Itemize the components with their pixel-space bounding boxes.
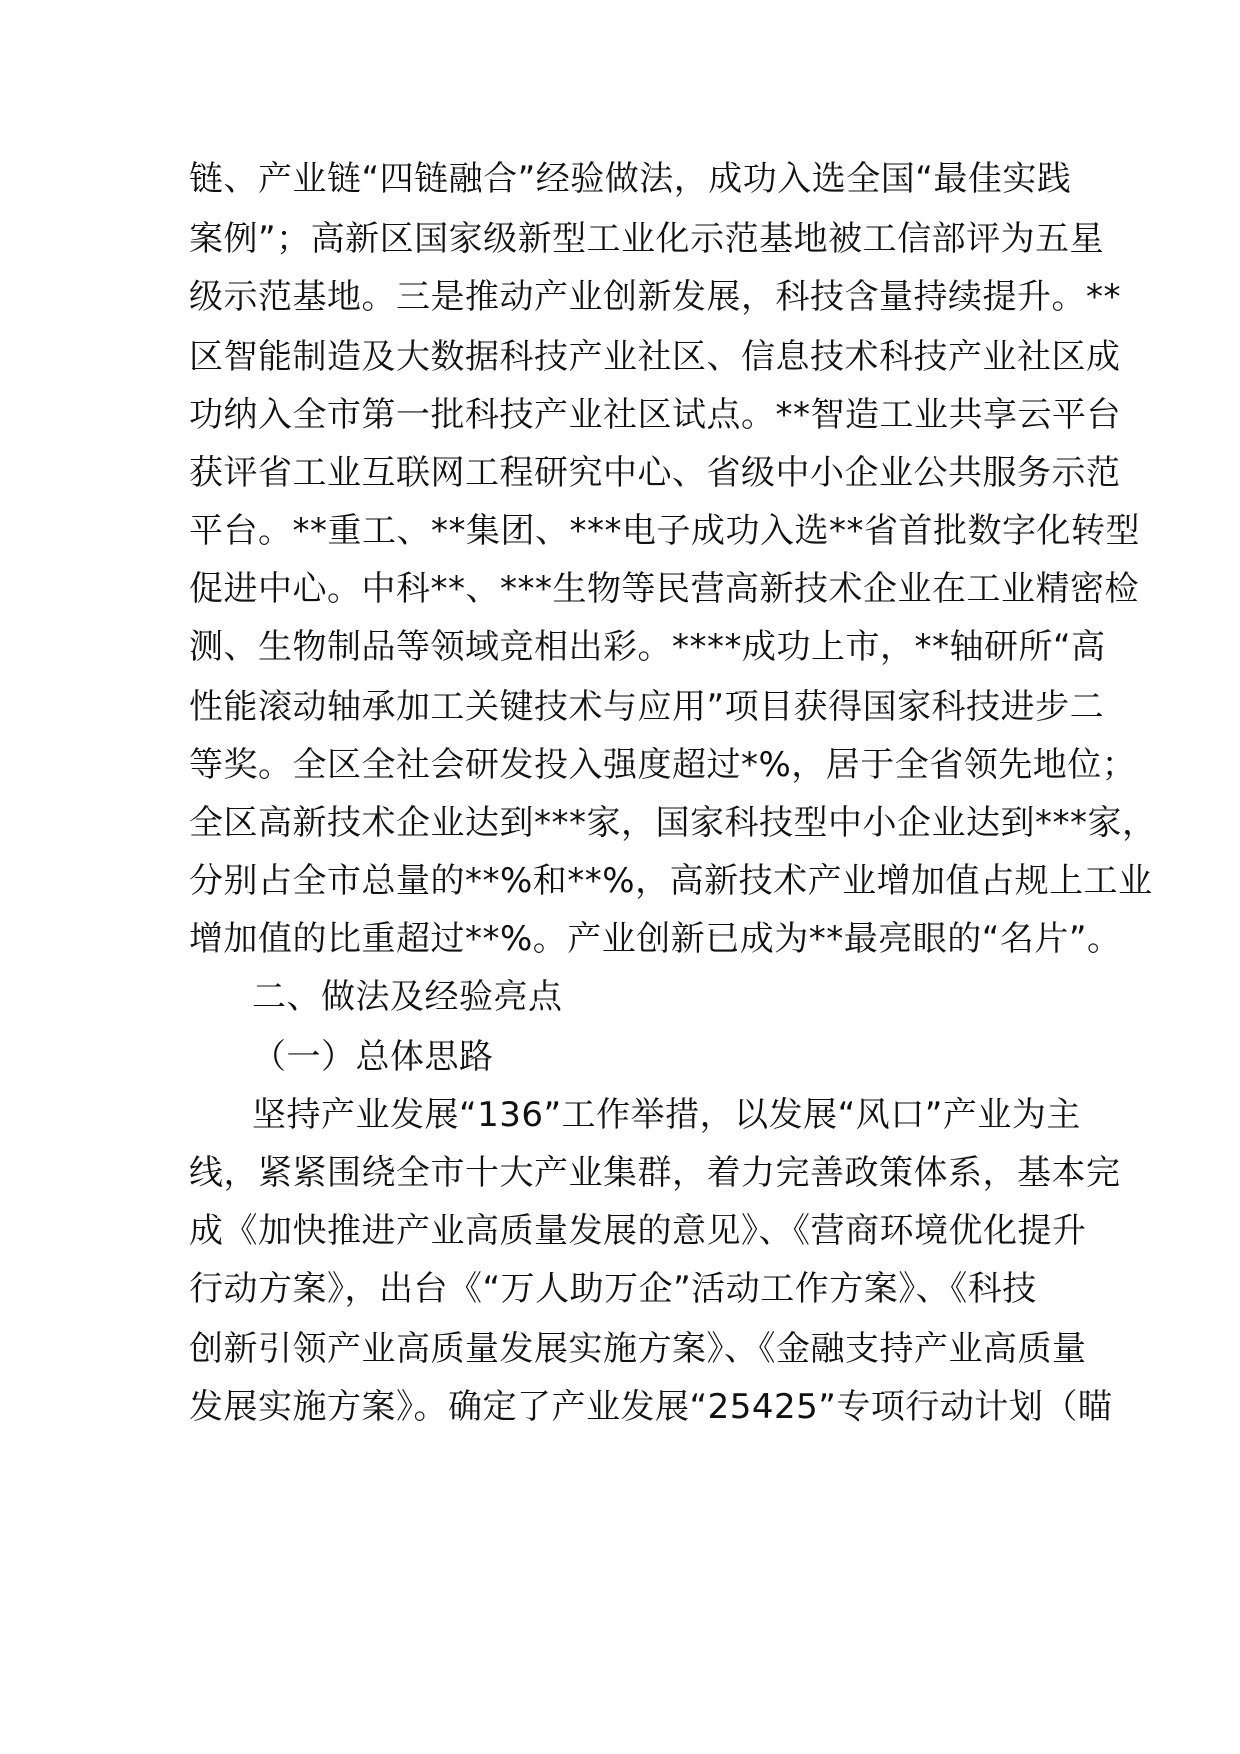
subsection-heading: （一）总体思路 [252,1037,494,1077]
body-text-line: 区智能制造及大数据科技产业社区、信息技术科技产业社区成 [189,337,1121,377]
body-text-line: 测、生物制品等领域竞相出彩。****成功上市，**轴研所“高 [189,627,1106,667]
body-text-line: 线，紧紧围绕全市十大产业集群，着力完善政策体系，基本完 [189,1153,1121,1193]
body-text-line: 获评省工业互联网工程研究中心、省级中小企业公共服务示范 [189,453,1121,493]
body-text-line: 创新引领产业高质量发展实施方案》、《金融支持产业高质量 [189,1329,1087,1369]
body-text-line: 案例”；高新区国家级新型工业化示范基地被工信部评为五星 [189,219,1105,259]
body-text-line: 分别占全市总量的**%和**%，高新技术产业增加值占规上工业 [189,861,1153,901]
body-text-line: 坚持产业发展“136”工作举措，以发展“风口”产业为主 [252,1095,1081,1135]
body-text-line: 全区高新技术企业达到***家，国家科技型中小企业达到***家， [189,803,1157,843]
body-text-line: 级示范基地。三是推动产业创新发展，科技含量持续提升。** [189,277,1121,317]
body-text-line: 链、产业链“四链融合”经验做法，成功入选全国“最佳实践 [189,159,1072,199]
body-text-line: 增加值的比重超过**%。产业创新已成为**最亮眼的“名片”。 [189,919,1122,959]
body-text-line: 成《加快推进产业高质量发展的意见》、《营商环境优化提升 [189,1211,1087,1251]
section-heading: 二、做法及经验亮点 [252,977,563,1017]
body-text-line: 性能滚动轴承加工关键技术与应用”项目获得国家科技进步二 [189,687,1105,727]
body-text-line: 平台。**重工、**集团、***电子成功入选**省首批数字化转型 [189,511,1140,551]
body-text-line: 功纳入全市第一批科技产业社区试点。**智造工业共享云平台 [189,395,1121,435]
body-text-line: 发展实施方案》。确定了产业发展“25425”专项行动计划（瞄 [189,1387,1113,1427]
body-text-line: 等奖。全区全社会研发投入强度超过*%，居于全省领先地位； [189,745,1137,785]
body-text-line: 行动方案》，出台《“万人助万企”活动工作方案》、《科技 [189,1269,1037,1309]
body-text-line: 促进中心。中科**、***生物等民营高新技术企业在工业精密检 [189,569,1139,609]
